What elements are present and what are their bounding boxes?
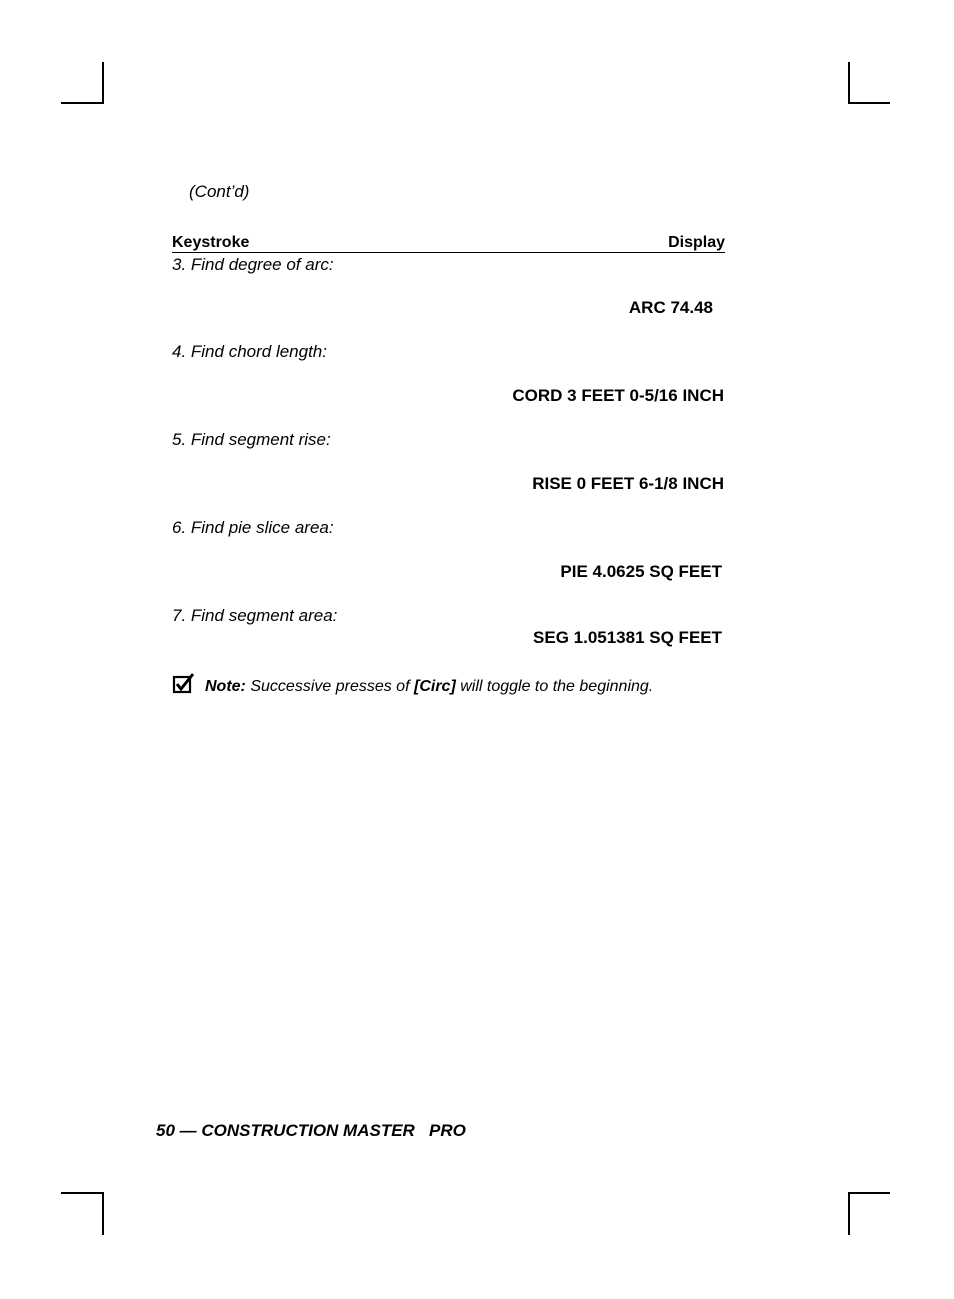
crop-mark-top-right-horizontal	[848, 102, 890, 104]
keystroke-header: Keystroke	[172, 234, 250, 251]
crop-mark-bottom-right-vertical	[848, 1192, 850, 1235]
step-7-display: SEG 1.051381 SQ FEET	[533, 628, 722, 647]
crop-mark-bottom-left-vertical	[102, 1192, 104, 1235]
note-key: [Circ]	[413, 678, 456, 695]
step-4-keystroke: 4. Find chord length:	[172, 342, 327, 361]
crop-mark-bottom-left-horizontal	[61, 1192, 104, 1194]
note-text	[205, 678, 653, 696]
crop-mark-top-left-vertical	[102, 62, 104, 104]
step-5-display: RISE 0 FEET 6-1/8 INCH	[532, 474, 724, 493]
note-text-after: will toggle to the beginning.	[460, 678, 654, 695]
checkbox-checked-icon	[172, 673, 196, 695]
note-label: Note:	[205, 678, 246, 695]
step-4-display: CORD 3 FEET 0-5/16 INCH	[512, 386, 724, 405]
footer-title: CONSTRUCTION MASTER	[201, 1121, 415, 1140]
footer-dash: —	[179, 1121, 197, 1140]
page-number: 50	[156, 1121, 175, 1140]
step-6-keystroke: 6. Find pie slice area:	[172, 518, 334, 537]
step-7-keystroke: 7. Find segment area:	[172, 606, 338, 625]
step-6-display: PIE 4.0625 SQ FEET	[560, 562, 722, 581]
step-3-display: ARC 74.48	[628, 298, 713, 317]
footer-title-suffix: PRO	[429, 1121, 466, 1140]
continued-label: (Cont’d)	[189, 182, 250, 201]
page-footer	[156, 1121, 466, 1141]
display-header: Display	[668, 234, 725, 251]
step-5-keystroke: 5. Find segment rise:	[172, 430, 331, 449]
crop-mark-bottom-right-horizontal	[848, 1192, 890, 1194]
note-text-before: Successive presses of	[250, 678, 410, 695]
step-3-keystroke: 3. Find degree of arc:	[172, 255, 334, 274]
table-header	[172, 232, 725, 253]
crop-mark-top-right-vertical	[848, 62, 850, 104]
crop-mark-top-left-horizontal	[61, 102, 104, 104]
